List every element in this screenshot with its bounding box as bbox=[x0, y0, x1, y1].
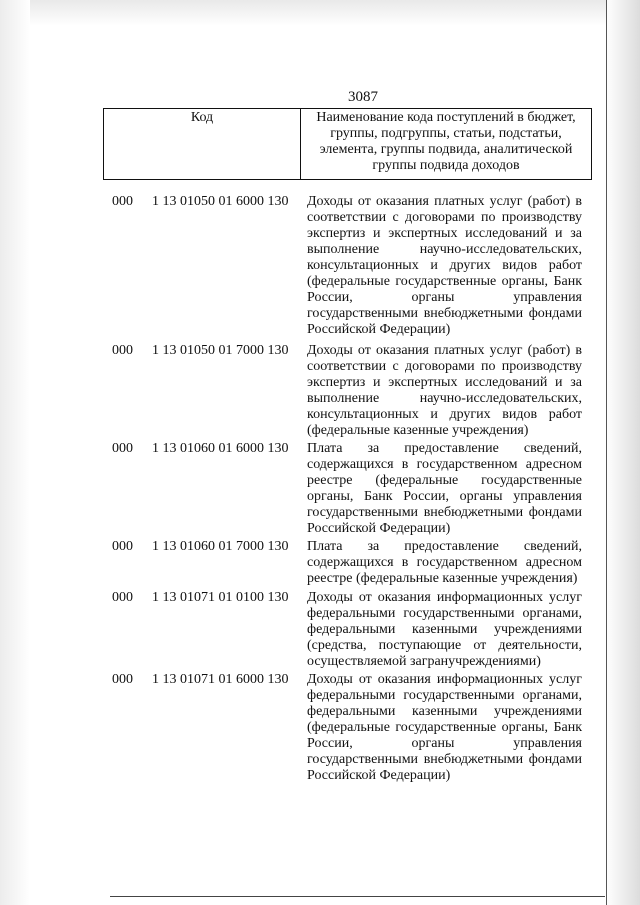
table-header bbox=[103, 108, 592, 180]
scan-shadow-left bbox=[0, 0, 30, 905]
header-code-label: Код bbox=[190, 110, 214, 125]
admin-code: 000 bbox=[112, 539, 133, 554]
admin-code: 000 bbox=[112, 441, 133, 456]
admin-code: 000 bbox=[112, 590, 133, 605]
revenue-name: Плата за предоставление сведений, содержащихся в государственном адресном реестре (федеральные государственные органы, Банк России, органы управления государственными внебюджетными фондами Российской Федерации) bbox=[307, 441, 582, 536]
scan-shadow-right bbox=[606, 0, 640, 905]
admin-code: 000 bbox=[112, 343, 133, 358]
revenue-code: 1 13 01060 01 6000 130 bbox=[152, 441, 289, 456]
revenue-name: Доходы от оказания платных услуг (работ) в соответствии с договорами по производству экспертиз и экспертных исследований и за выполнение научно-исследовательских, консультационных и других видов работ (федеральные государственные органы, Банк России, органы управления государственными внебюджетными фондами Российской Федерации) bbox=[307, 194, 582, 337]
admin-code: 000 bbox=[112, 672, 133, 687]
page-edge-line bbox=[606, 0, 607, 905]
page-bottom-line bbox=[110, 896, 605, 897]
revenue-name: Доходы от оказания платных услуг (работ) в соответствии с договорами по производству экспертиз и экспертных исследований и за выполнение научно-исследовательских, консультационных и других видов работ (федеральные казенные учреждения) bbox=[307, 343, 582, 438]
header-name-label: Наименование кода поступлений в бюджет, группы, подгруппы, статьи, подстатьи, элемента, группы подвида, аналитической группы подвида доходов bbox=[316, 110, 576, 173]
scan-shadow-top bbox=[0, 0, 640, 26]
revenue-code: 1 13 01060 01 7000 130 bbox=[152, 539, 289, 554]
revenue-name: Доходы от оказания информационных услуг федеральными государственными органами, федеральными казенными учреждениями (средства, поступающие от деятельности, осуществляемой загранучреждениями) bbox=[307, 590, 582, 669]
revenue-code: 1 13 01050 01 7000 130 bbox=[152, 343, 289, 358]
revenue-code: 1 13 01071 01 0100 130 bbox=[152, 590, 289, 605]
revenue-name: Плата за предоставление сведений, содержащихся в государственном адресном реестре (федеральные казенные учреждения) bbox=[307, 539, 582, 586]
revenue-name: Доходы от оказания информационных услуг федеральными государственными органами, федеральными казенными учреждениями (федеральные государственные органы, Банк России, органы управления государственными внебюджетными фондами Российской Федерации) bbox=[307, 672, 582, 783]
revenue-code: 1 13 01071 01 6000 130 bbox=[152, 672, 289, 687]
revenue-code: 1 13 01050 01 6000 130 bbox=[152, 194, 289, 209]
header-code-cell bbox=[104, 109, 301, 179]
page-number: 3087 bbox=[348, 89, 378, 105]
admin-code: 000 bbox=[112, 194, 133, 209]
